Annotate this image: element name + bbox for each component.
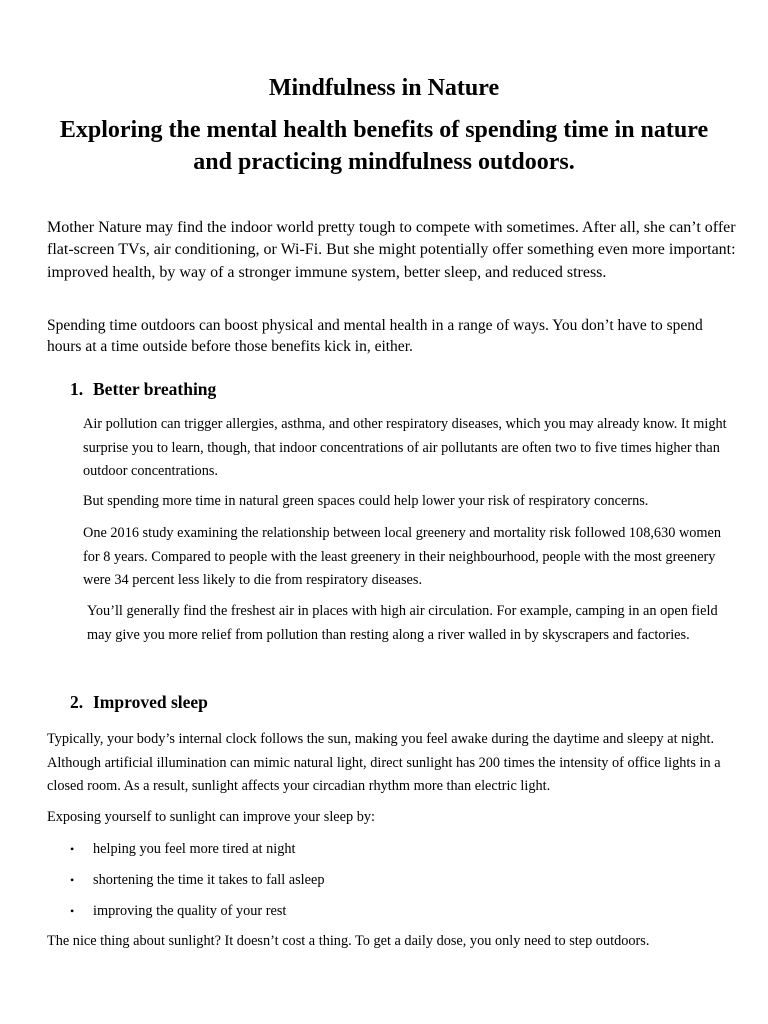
section-heading: [70, 377, 216, 401]
bullet-text: shortening the time it takes to fall asleep: [93, 872, 325, 888]
bullet-icon: •: [70, 904, 75, 918]
body-paragraph: Typically, your body’s internal clock follows the sun, making you feel awake during the daytime and sleepy at night. Although artificial illumination can mimic natural light, direct sunlight has 200 times the intensity of office lights in a closed room. As a result, sunlight affects your circadian rhythm more than electric light.: [47, 731, 721, 794]
bullet-item: [70, 870, 324, 890]
bullet-icon: •: [70, 873, 75, 887]
section-heading: [70, 690, 208, 714]
body-paragraph: The nice thing about sunlight? It doesn’t cost a thing. To get a daily dose, you only need to step outdoors.: [47, 933, 650, 949]
intro-paragraph: Spending time outdoors can boost physical and mental health in a range of ways. You don’t have to spend hours at a time outside before those benefits kick in, either.: [47, 317, 703, 355]
body-paragraph: Air pollution can trigger allergies, asthma, and other respiratory diseases, which you may already know. It might surprise you to learn, though, that indoor concentrations of air pollutants are often two to five times higher than outdoor concentrations.: [83, 416, 727, 479]
section-heading-text: Improved sleep: [93, 692, 208, 712]
body-paragraph: One 2016 study examining the relationship between local greenery and mortality risk followed 108,630 women for 8 years. Compared to people with the least greenery in their neighbourhood, people with the most greenery were 34 percent less likely to die from respiratory diseases.: [83, 525, 722, 588]
page-subtitle: Exploring the mental health benefits of spending time in nature and practicing mindfulness outdoors.: [59, 117, 709, 175]
bullet-item: [70, 901, 286, 921]
section-number: 2.: [70, 692, 84, 712]
bullet-item: [70, 839, 295, 859]
section-number: 1.: [70, 379, 84, 399]
page-title: Mindfulness in Nature: [268, 75, 500, 101]
bullet-text: improving the quality of your rest: [93, 903, 287, 919]
body-paragraph: You’ll generally find the freshest air in places with high air circulation. For example, camping in an open field may give you more relief from pollution than resting along a river walled in by skyscrapers and factories.: [87, 603, 718, 643]
body-paragraph: Exposing yourself to sunlight can improve your sleep by:: [47, 809, 375, 825]
section-heading-text: Better breathing: [93, 379, 217, 399]
bullet-icon: •: [70, 842, 75, 856]
body-paragraph: But spending more time in natural green spaces could help lower your risk of respiratory concerns.: [83, 493, 649, 509]
bullet-text: helping you feel more tired at night: [93, 841, 296, 857]
intro-paragraph: Mother Nature may find the indoor world pretty tough to compete with sometimes. After all, she can’t offer flat-screen TVs, air conditioning, or Wi-Fi. But she might potentially offer something even more important: improved health, by way of a stronger immune system, better sleep, and reduced stress.: [47, 219, 736, 281]
